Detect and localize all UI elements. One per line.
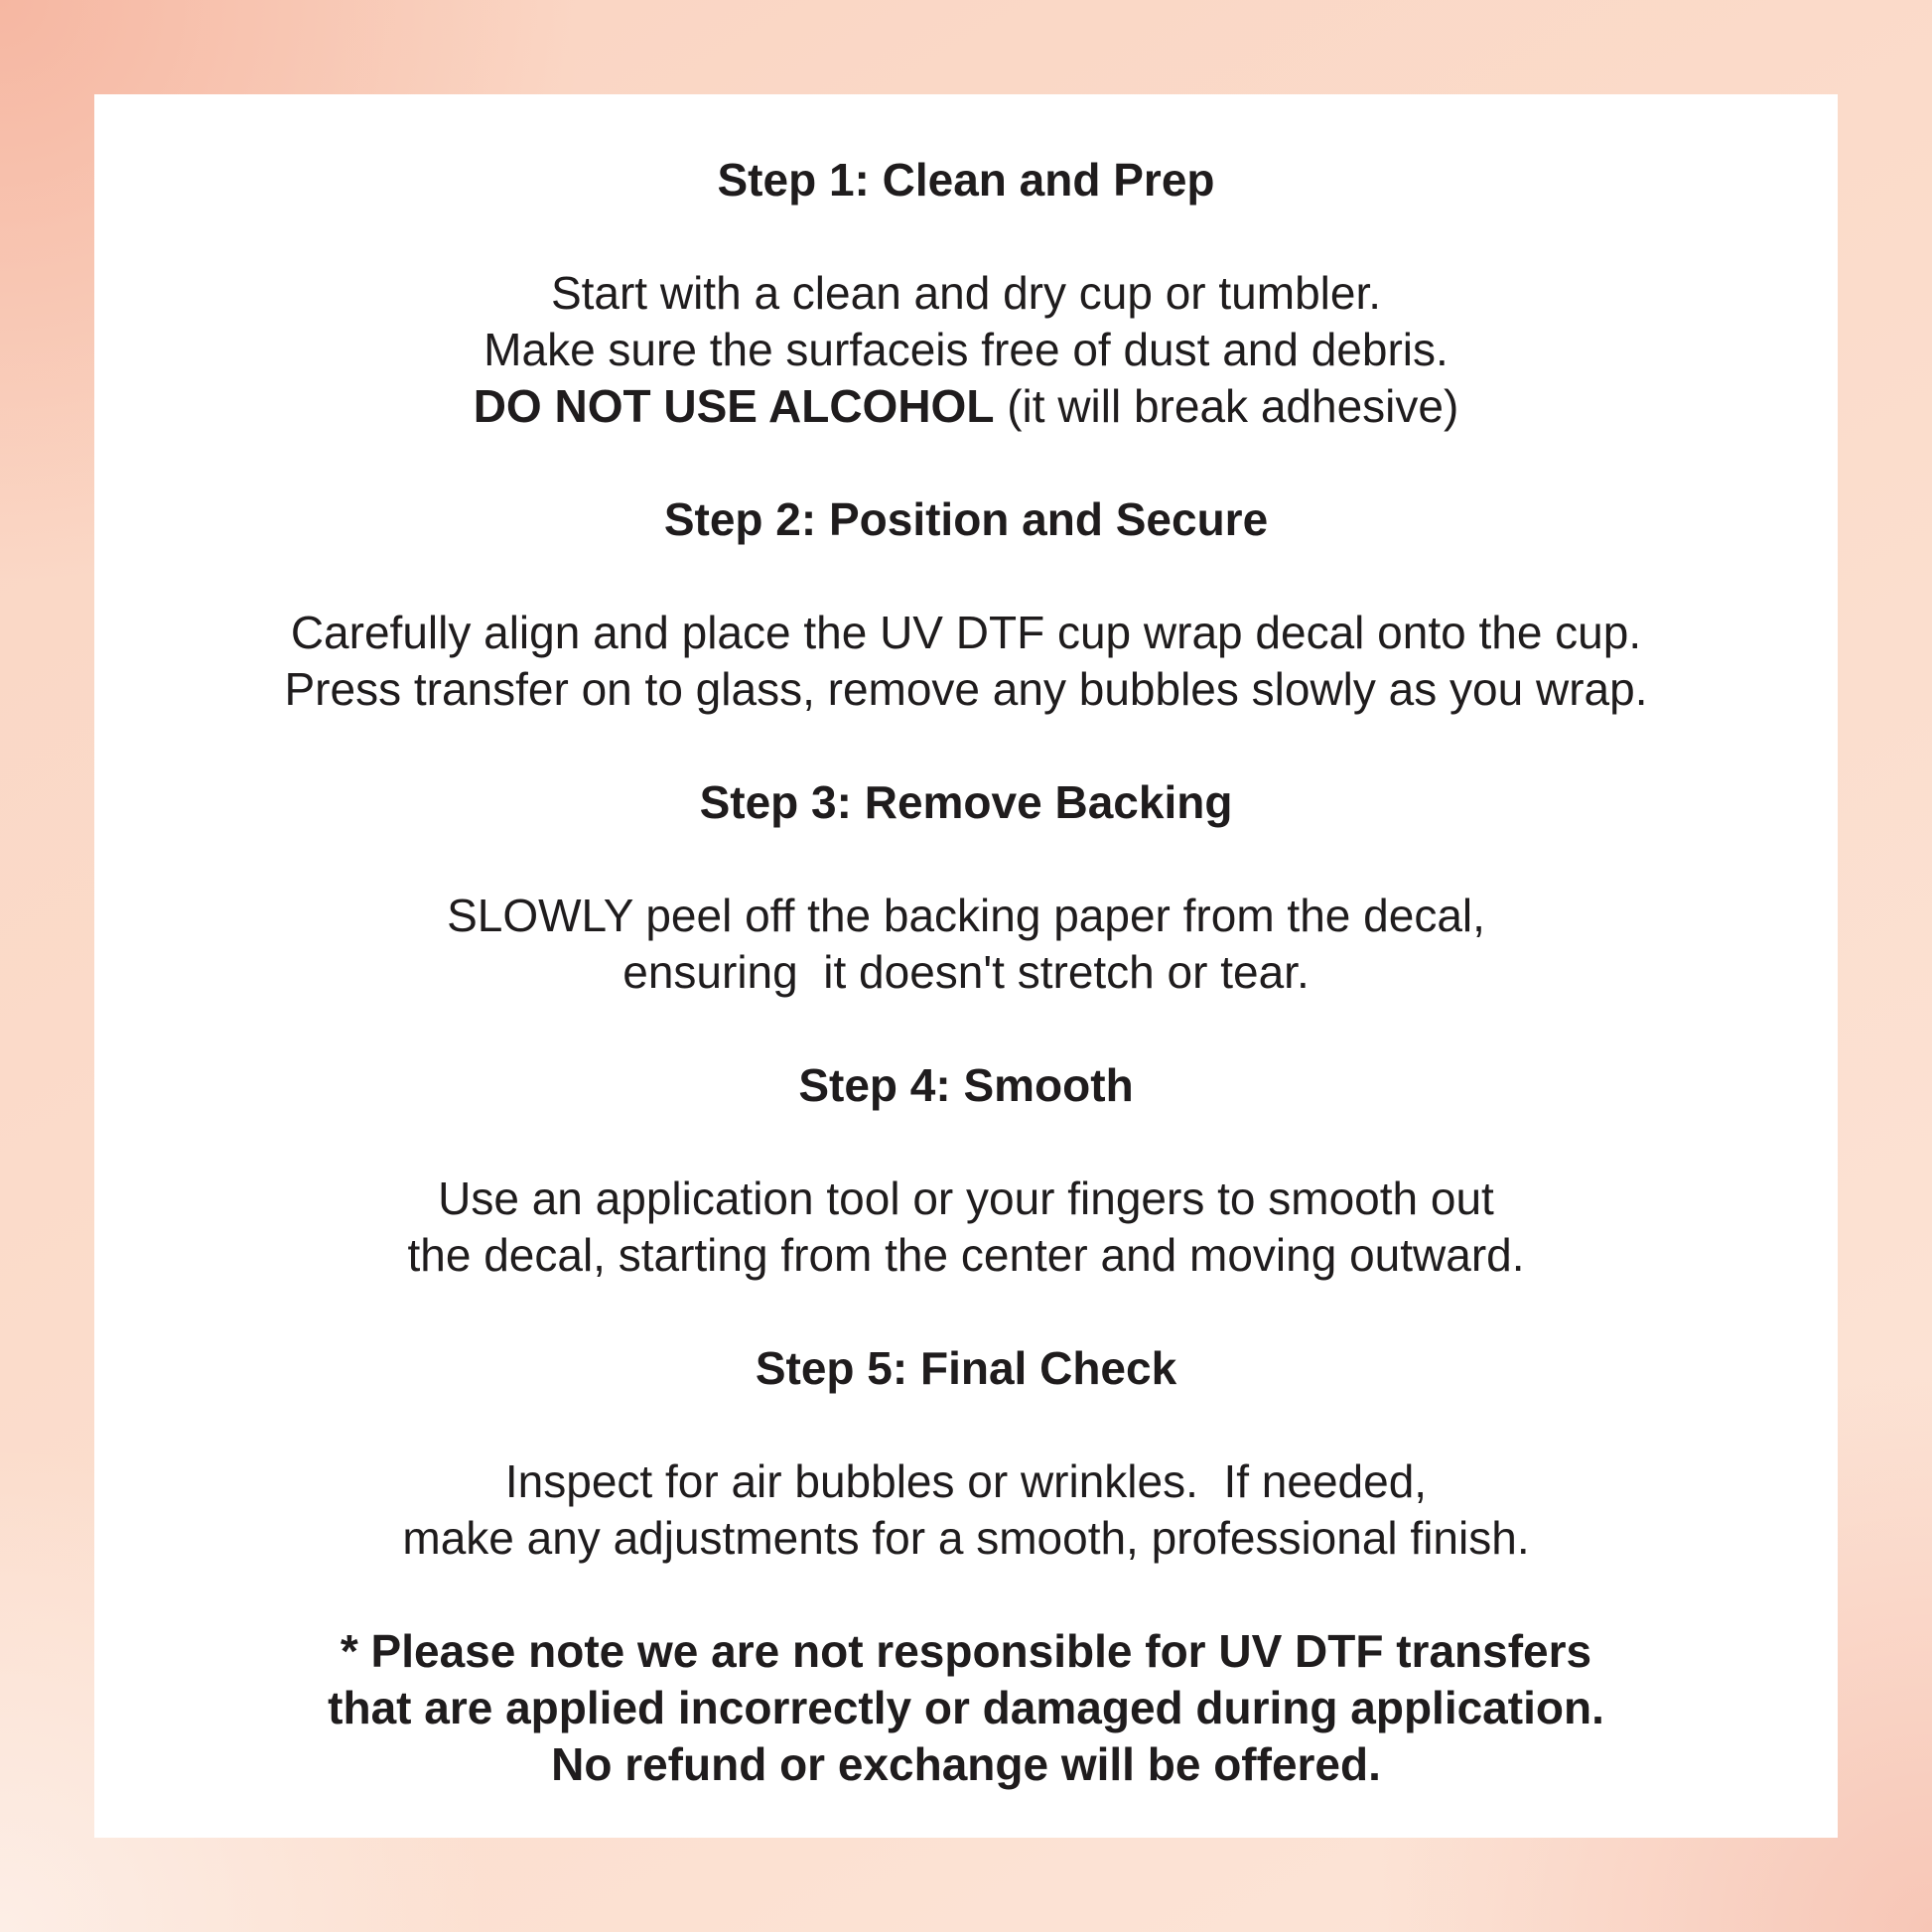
step-1-line-2: Make sure the surfaceis free of dust and debris.	[483, 324, 1449, 375]
disclaimer-line-2: that are applied incorrectly or damaged during application.	[328, 1682, 1604, 1733]
step-3-line-1: SLOWLY peel off the backing paper from the decal,	[447, 890, 1485, 941]
step-1-paragraph	[474, 265, 1459, 435]
step-2-line-2: Press transfer on to glass, remove any bubbles slowly as you wrap.	[284, 663, 1648, 715]
step-5-line-2: make any adjustments for a smooth, professional finish.	[402, 1512, 1530, 1564]
step-1-warning-regular: (it will break adhesive)	[994, 380, 1459, 432]
disclaimer	[328, 1623, 1604, 1793]
step-5-heading: Step 5: Final Check	[755, 1342, 1177, 1394]
disclaimer-line-3: No refund or exchange will be offered.	[551, 1738, 1381, 1790]
instructions-panel	[94, 94, 1838, 1838]
step-4-paragraph	[407, 1171, 1524, 1284]
step-3-heading: Step 3: Remove Backing	[699, 776, 1233, 828]
step-2-paragraph	[285, 605, 1648, 718]
step-5-line-1: Inspect for air bubbles or wrinkles. If needed,	[504, 1455, 1428, 1507]
step-4-line-2: the decal, starting from the center and moving outward.	[407, 1229, 1525, 1281]
step-5-paragraph	[402, 1453, 1529, 1567]
disclaimer-line-1: * Please note we are not responsible for UV DTF transfers	[340, 1625, 1592, 1677]
step-1-warning-bold: DO NOT USE ALCOHOL	[473, 380, 995, 432]
step-1-line-3	[474, 378, 1459, 435]
step-2-line-1: Carefully align and place the UV DTF cup wrap decal onto the cup.	[290, 607, 1642, 658]
step-1-heading: Step 1: Clean and Prep	[717, 154, 1215, 206]
step-3-line-2: ensuring it doesn't stretch or tear.	[622, 946, 1310, 998]
step-4-heading: Step 4: Smooth	[798, 1059, 1134, 1111]
step-1-line-1: Start with a clean and dry cup or tumbler.	[550, 267, 1382, 319]
step-2-heading: Step 2: Position and Secure	[663, 493, 1269, 545]
step-4-line-1: Use an application tool or your fingers to smooth out	[438, 1173, 1494, 1224]
step-3-paragraph	[447, 888, 1485, 1001]
